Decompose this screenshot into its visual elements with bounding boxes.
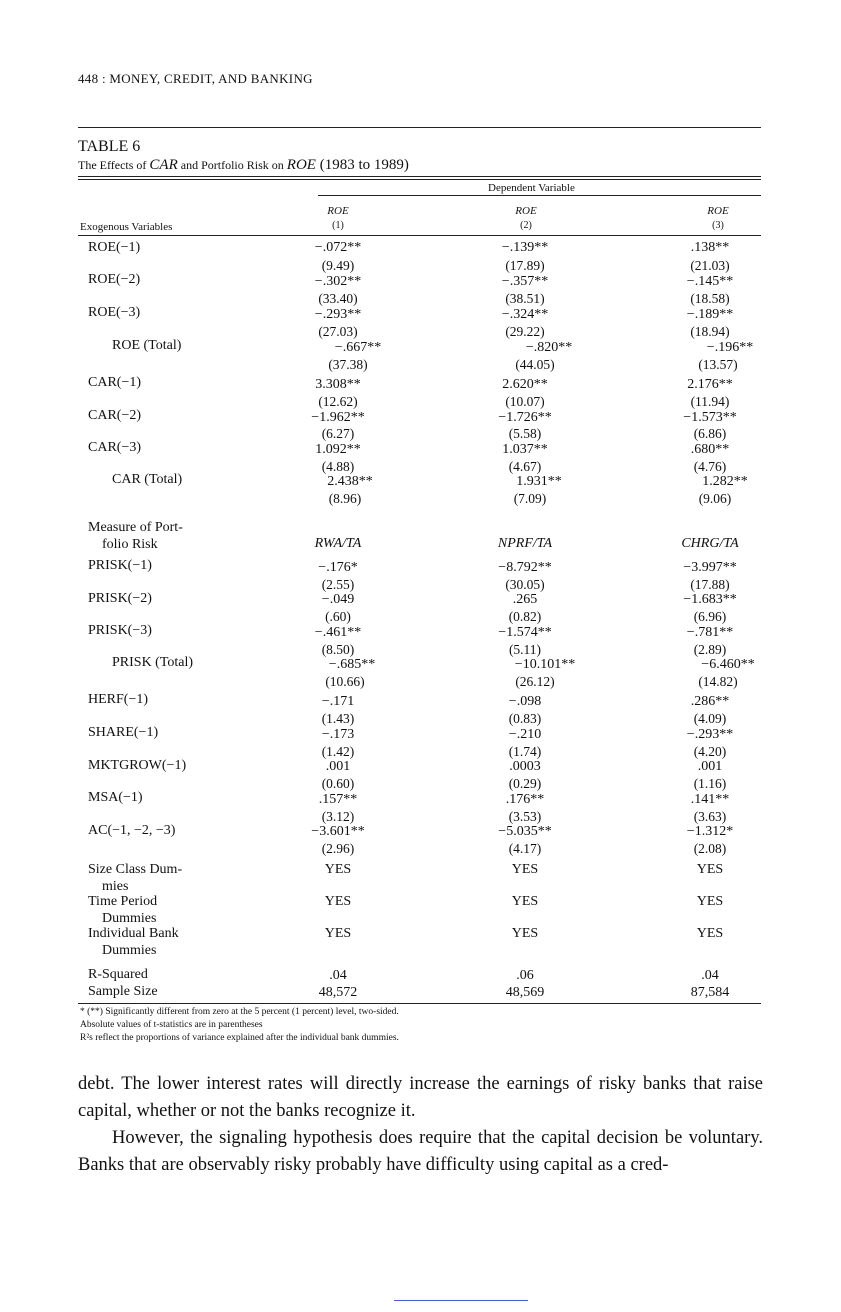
table-note-significance: * (**) Significantly different from zero at the 5 percent (1 percent) level, two-sided. <box>80 1007 399 1017</box>
sample-size: 87,584 <box>690 985 730 1000</box>
t-stat: (4.88) <box>321 459 355 474</box>
row-label: PRISK(−1) <box>88 558 152 573</box>
footer-link-rule <box>394 1300 528 1301</box>
coef: −.781** <box>686 625 734 640</box>
t-stat: (3.53) <box>508 809 542 824</box>
coef: −6.460** <box>701 657 755 672</box>
risk-measure: CHRG/TA <box>681 536 739 551</box>
r-squared: .04 <box>701 968 719 983</box>
row-label: Sample Size <box>88 984 158 999</box>
coef: −.139** <box>501 240 549 255</box>
dummy-flag: YES <box>696 926 724 941</box>
t-stat: (2.96) <box>321 841 355 856</box>
coef: −.145** <box>686 274 734 289</box>
coef: −.049 <box>321 592 355 607</box>
row-label-two-line: Individual Bank Dummies <box>88 926 179 958</box>
t-stat: (10.07) <box>505 394 545 409</box>
t-stat: (4.76) <box>693 459 727 474</box>
t-stat: (8.96) <box>328 491 362 506</box>
coef: .286** <box>690 694 730 709</box>
dependent-variable-heading: Dependent Variable <box>488 182 575 194</box>
risk-measure: NPRF/TA <box>497 536 553 551</box>
coef: −.098 <box>508 694 542 709</box>
t-stat: (6.27) <box>321 426 355 441</box>
coef: .265 <box>512 592 538 607</box>
t-stat: (6.96) <box>693 609 727 624</box>
coef: −.820** <box>525 340 573 355</box>
coef: −1.726** <box>498 410 552 425</box>
coef: .138** <box>690 240 730 255</box>
row-label-total: PRISK (Total) <box>112 655 194 670</box>
t-stat: (29.22) <box>505 324 545 339</box>
dummy-flag: YES <box>696 894 724 909</box>
dummy-flag: YES <box>511 862 539 877</box>
table-title: The Effects of CAR and Portfolio Risk on ROE (1983 to 1989) <box>78 157 409 173</box>
coef: −3.997** <box>683 560 737 575</box>
col-num-3: (3) <box>712 220 724 231</box>
row-label: R-Squared <box>88 967 148 982</box>
coef: −.176* <box>318 560 358 575</box>
body-text <box>78 1071 763 1179</box>
running-head: 448 : MONEY, CREDIT, AND BANKING <box>78 71 313 86</box>
title-rule-2 <box>78 179 761 180</box>
coef: −.293** <box>686 727 734 742</box>
row-label-two-line: Measure of Port- folio Risk <box>88 520 183 552</box>
row-label: SHARE(−1) <box>88 725 159 740</box>
coef: −.324** <box>501 307 549 322</box>
coef: −.685** <box>328 657 376 672</box>
exogenous-variables-heading: Exogenous Variables <box>80 221 173 233</box>
header-rule <box>78 235 761 236</box>
table-bottom-rule <box>78 1003 761 1004</box>
row-label: ROE(−3) <box>88 305 141 320</box>
coef: −.461** <box>314 625 362 640</box>
t-stat: (7.09) <box>513 491 547 506</box>
row-label: AC(−1, −2, −3) <box>88 823 176 838</box>
table-note-rsquared: R²s reflect the proportions of variance explained after the individual bank dummies. <box>80 1033 399 1043</box>
coef: −1.962** <box>311 410 365 425</box>
t-stat: (1.42) <box>321 744 355 759</box>
coef: 1.282** <box>702 474 748 489</box>
row-label: CAR(−2) <box>88 408 142 423</box>
t-stat: (17.89) <box>505 258 545 273</box>
t-stat: (8.50) <box>321 642 355 657</box>
t-stat: (9.49) <box>321 258 355 273</box>
coef: −1.683** <box>683 592 737 607</box>
t-stat: (4.09) <box>693 711 727 726</box>
coef: −3.601** <box>311 824 365 839</box>
t-stat: (33.40) <box>318 291 358 306</box>
coef: −1.573** <box>683 410 737 425</box>
coef: .0003 <box>509 759 541 774</box>
t-stat: (2.55) <box>321 577 355 592</box>
t-stat: (13.57) <box>698 357 738 372</box>
sample-size: 48,569 <box>505 985 545 1000</box>
coef: −8.792** <box>498 560 552 575</box>
row-label: ROE(−1) <box>88 240 141 255</box>
table-top-rule <box>78 127 761 128</box>
t-stat: (1.74) <box>508 744 542 759</box>
col-num-2: (2) <box>520 220 532 231</box>
coef: .001 <box>697 759 723 774</box>
coef: −.302** <box>314 274 362 289</box>
t-stat: (37.38) <box>328 357 368 372</box>
row-label: ROE(−2) <box>88 272 141 287</box>
t-stat: (4.17) <box>508 841 542 856</box>
t-stat: (1.16) <box>693 776 727 791</box>
col-head-3: ROE <box>707 205 729 217</box>
row-label-two-line: Size Class Dum- mies <box>88 862 183 894</box>
t-stat: (0.60) <box>321 776 355 791</box>
row-label: CAR(−1) <box>88 375 142 390</box>
t-stat: (27.03) <box>318 324 358 339</box>
coef: −.210 <box>508 727 542 742</box>
coef: −.072** <box>314 240 362 255</box>
coef: −1.574** <box>498 625 552 640</box>
dummy-flag: YES <box>511 894 539 909</box>
r-squared: .06 <box>516 968 534 983</box>
row-label: HERF(−1) <box>88 692 149 707</box>
row-label-total: ROE (Total) <box>112 338 182 353</box>
t-stat: (3.12) <box>321 809 355 824</box>
coef: .141** <box>690 792 730 807</box>
row-label: MKTGROW(−1) <box>88 758 187 773</box>
coef: .157** <box>318 792 358 807</box>
row-label-total: CAR (Total) <box>112 472 183 487</box>
t-stat: (30.05) <box>505 577 545 592</box>
dummy-flag: YES <box>696 862 724 877</box>
coef: −5.035** <box>498 824 552 839</box>
t-stat: (9.06) <box>698 491 732 506</box>
t-stat: (0.83) <box>508 711 542 726</box>
t-stat: (4.20) <box>693 744 727 759</box>
coef: −10.101** <box>514 657 576 672</box>
coef: −.667** <box>334 340 382 355</box>
dummy-flag: YES <box>324 894 352 909</box>
body-paragraph-2: However, the signaling hypothesis does require that the capital decision be voluntary. Banks that are observably risky probably have difficulty using capital as a cred- <box>78 1128 763 1175</box>
t-stat: (2.08) <box>693 841 727 856</box>
coef: 2.438** <box>327 474 373 489</box>
coef: 1.092** <box>315 442 361 457</box>
t-stat: (26.12) <box>515 674 555 689</box>
coef: −.173 <box>321 727 355 742</box>
t-stat: (0.29) <box>508 776 542 791</box>
r-squared: .04 <box>329 968 347 983</box>
t-stat: (18.94) <box>690 324 730 339</box>
row-label: MSA(−1) <box>88 790 143 805</box>
col-head-1: ROE <box>327 205 349 217</box>
t-stat: (17.88) <box>690 577 730 592</box>
coef: −.189** <box>686 307 734 322</box>
coef: −1.312* <box>686 824 734 839</box>
t-stat: (1.43) <box>321 711 355 726</box>
row-label: PRISK(−2) <box>88 591 152 606</box>
col-num-1: (1) <box>332 220 344 231</box>
dummy-flag: YES <box>511 926 539 941</box>
coef: 1.931** <box>516 474 562 489</box>
t-stat: (2.89) <box>693 642 727 657</box>
t-stat: (5.11) <box>508 642 542 657</box>
coef: .001 <box>325 759 351 774</box>
coef: 2.176** <box>687 377 733 392</box>
t-stat: (21.03) <box>690 258 730 273</box>
t-stat: (5.58) <box>508 426 542 441</box>
t-stat: (11.94) <box>690 394 730 409</box>
dummy-flag: YES <box>324 926 352 941</box>
t-stat: (12.62) <box>318 394 358 409</box>
col-head-2: ROE <box>515 205 537 217</box>
dummy-flag: YES <box>324 862 352 877</box>
row-label: CAR(−3) <box>88 440 142 455</box>
table-note-tstats: Absolute values of t-statistics are in parentheses <box>80 1020 263 1030</box>
dependent-variable-rule <box>318 195 761 196</box>
sample-size: 48,572 <box>318 985 358 1000</box>
t-stat: (10.66) <box>325 674 365 689</box>
t-stat: (44.05) <box>515 357 555 372</box>
t-stat: (14.82) <box>698 674 738 689</box>
t-stat: (4.67) <box>508 459 542 474</box>
coef: −.196** <box>706 340 754 355</box>
body-paragraph-1: debt. The lower interest rates will directly increase the earnings of risky banks that raise capital, whether or not the banks recognize it. <box>78 1074 763 1121</box>
coef: −.171 <box>321 694 355 709</box>
coef: .680** <box>690 442 730 457</box>
coef: −.357** <box>501 274 549 289</box>
t-stat: (38.51) <box>505 291 545 306</box>
t-stat: (.60) <box>325 609 351 624</box>
t-stat: (6.86) <box>693 426 727 441</box>
t-stat: (3.63) <box>693 809 727 824</box>
row-label-two-line: Time Period Dummies <box>88 894 158 926</box>
coef: 2.620** <box>502 377 548 392</box>
coef: 1.037** <box>502 442 548 457</box>
coef: 3.308** <box>315 377 361 392</box>
coef: .176** <box>505 792 545 807</box>
row-label: PRISK(−3) <box>88 623 152 638</box>
t-stat: (0.82) <box>508 609 542 624</box>
coef: −.293** <box>314 307 362 322</box>
risk-measure: RWA/TA <box>314 536 362 551</box>
table-label: TABLE 6 <box>78 138 141 155</box>
title-rule-1 <box>78 176 761 177</box>
t-stat: (18.58) <box>690 291 730 306</box>
